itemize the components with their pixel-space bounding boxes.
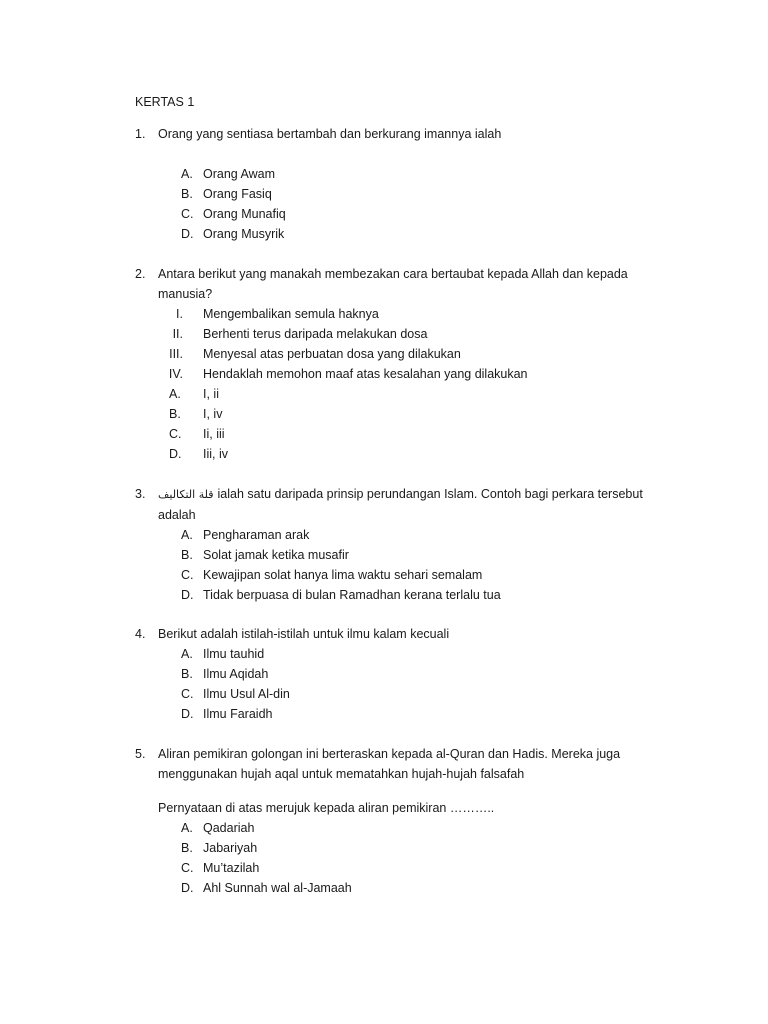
option-label: B. (181, 841, 193, 855)
question-5-stem (135, 744, 655, 784)
question-text-line-1: Antara berikut yang manakah membezakan cara bertaubat kepada Allah dan kepada (158, 267, 628, 281)
option-label: A. (181, 528, 193, 542)
statement-text: Mengembalikan semula haknya (203, 307, 379, 321)
option-label: B. (169, 407, 181, 421)
statement-i (135, 304, 655, 324)
option-list (135, 818, 655, 898)
option-label: A. (181, 821, 193, 835)
option-label: B. (181, 667, 193, 681)
option-label: C. (181, 568, 194, 582)
option-c (135, 204, 655, 224)
option-list (135, 644, 655, 724)
option-text: Tidak berpuasa di bulan Ramadhan kerana terlalu tua (203, 588, 501, 602)
question-statement: Pernyataan di atas merujuk kepada aliran pemikiran ……….. (158, 801, 495, 815)
option-d (135, 444, 655, 464)
option-a (135, 525, 655, 545)
option-text: Mu’tazilah (203, 861, 260, 875)
statement-label: I. (176, 307, 183, 321)
option-b (135, 664, 655, 684)
option-label: D. (181, 588, 194, 602)
question-text: Berikut adalah istilah-istilah untuk ilmu kalam kecuali (158, 627, 450, 641)
option-d (135, 878, 655, 898)
question-text: Orang yang sentiasa bertambah dan berkurang imannya ialah (158, 127, 502, 141)
question-2 (135, 264, 655, 464)
option-text: Orang Munafiq (203, 207, 286, 221)
question-text-line-2: adalah (158, 508, 196, 522)
option-label: D. (169, 447, 182, 461)
statement-iv (135, 364, 655, 384)
question-1 (135, 124, 655, 244)
statement-iii (135, 344, 655, 364)
option-label: C. (181, 207, 194, 221)
option-text: Iii, iv (203, 447, 228, 461)
option-list (135, 384, 655, 464)
option-d (135, 224, 655, 244)
statement-ii (135, 324, 655, 344)
question-number: 2. (135, 267, 146, 281)
option-label: A. (181, 167, 193, 181)
question-text-line-1: ialah satu daripada prinsip perundangan Islam. Contoh bagi perkara tersebut (217, 487, 643, 501)
option-c (135, 424, 655, 444)
option-text: Ilmu Usul Al-din (203, 687, 290, 701)
question-3-stem (135, 484, 655, 525)
question-number: 1. (135, 127, 146, 141)
option-b (135, 404, 655, 424)
arabic-term: قلة التكاليف (158, 488, 214, 501)
page-title: KERTAS 1 (135, 95, 195, 109)
option-label: C. (181, 687, 194, 701)
question-5 (135, 744, 655, 898)
option-label: D. (181, 881, 194, 895)
question-1-stem (135, 124, 655, 144)
option-text: Jabariyah (203, 841, 258, 855)
question-text-line-2: menggunakan hujah aqal untuk mematahkan hujah-hujah falsafah (158, 767, 525, 781)
option-text: Solat jamak ketika musafir (203, 548, 349, 562)
option-text: Qadariah (203, 821, 255, 835)
option-a (135, 384, 655, 404)
option-b (135, 838, 655, 858)
option-text: I, iv (203, 407, 223, 421)
option-c (135, 684, 655, 704)
option-label: C. (169, 427, 182, 441)
option-label: D. (181, 707, 194, 721)
question-2-stem (135, 264, 655, 304)
statement-list (135, 304, 655, 384)
option-text: Orang Fasiq (203, 187, 272, 201)
statement-label: II. (172, 327, 183, 341)
option-b (135, 545, 655, 565)
question-number: 3. (135, 487, 146, 501)
option-c (135, 565, 655, 585)
option-label: A. (169, 387, 181, 401)
statement-text: Berhenti terus daripada melakukan dosa (203, 327, 428, 341)
option-text: Kewajipan solat hanya lima waktu sehari semalam (203, 568, 483, 582)
option-label: B. (181, 187, 193, 201)
option-label: D. (181, 227, 194, 241)
question-text-line-2: manusia? (158, 287, 213, 301)
option-text: Ilmu Aqidah (203, 667, 269, 681)
statement-text: Menyesal atas perbuatan dosa yang dilakukan (203, 347, 461, 361)
option-list (135, 164, 655, 244)
option-label: A. (181, 647, 193, 661)
option-a (135, 818, 655, 838)
question-4 (135, 624, 655, 724)
option-text: Orang Musyrik (203, 227, 285, 241)
question-number: 4. (135, 627, 146, 641)
question-number: 5. (135, 747, 146, 761)
option-label: B. (181, 548, 193, 562)
option-d (135, 704, 655, 724)
option-label: C. (181, 861, 194, 875)
question-4-stem (135, 624, 655, 644)
option-d (135, 585, 655, 605)
option-text: Ilmu Faraidh (203, 707, 273, 721)
statement-label: III. (169, 347, 183, 361)
option-text: Pengharaman arak (203, 528, 310, 542)
option-list (135, 525, 655, 605)
question-3 (135, 484, 655, 605)
option-text: Ahl Sunnah wal al-Jamaah (203, 881, 352, 895)
statement-text: Hendaklah memohon maaf atas kesalahan yang dilakukan (203, 367, 528, 381)
option-b (135, 184, 655, 204)
option-text: Orang Awam (203, 167, 276, 181)
option-c (135, 858, 655, 878)
option-a (135, 644, 655, 664)
option-a (135, 164, 655, 184)
option-text: I, ii (203, 387, 219, 401)
option-text: Ii, iii (203, 427, 225, 441)
option-text: Ilmu tauhid (203, 647, 265, 661)
statement-label: IV. (168, 367, 183, 381)
question-text-line-1: Aliran pemikiran golongan ini berteraskan kepada al-Quran dan Hadis. Mereka juga (158, 747, 621, 761)
